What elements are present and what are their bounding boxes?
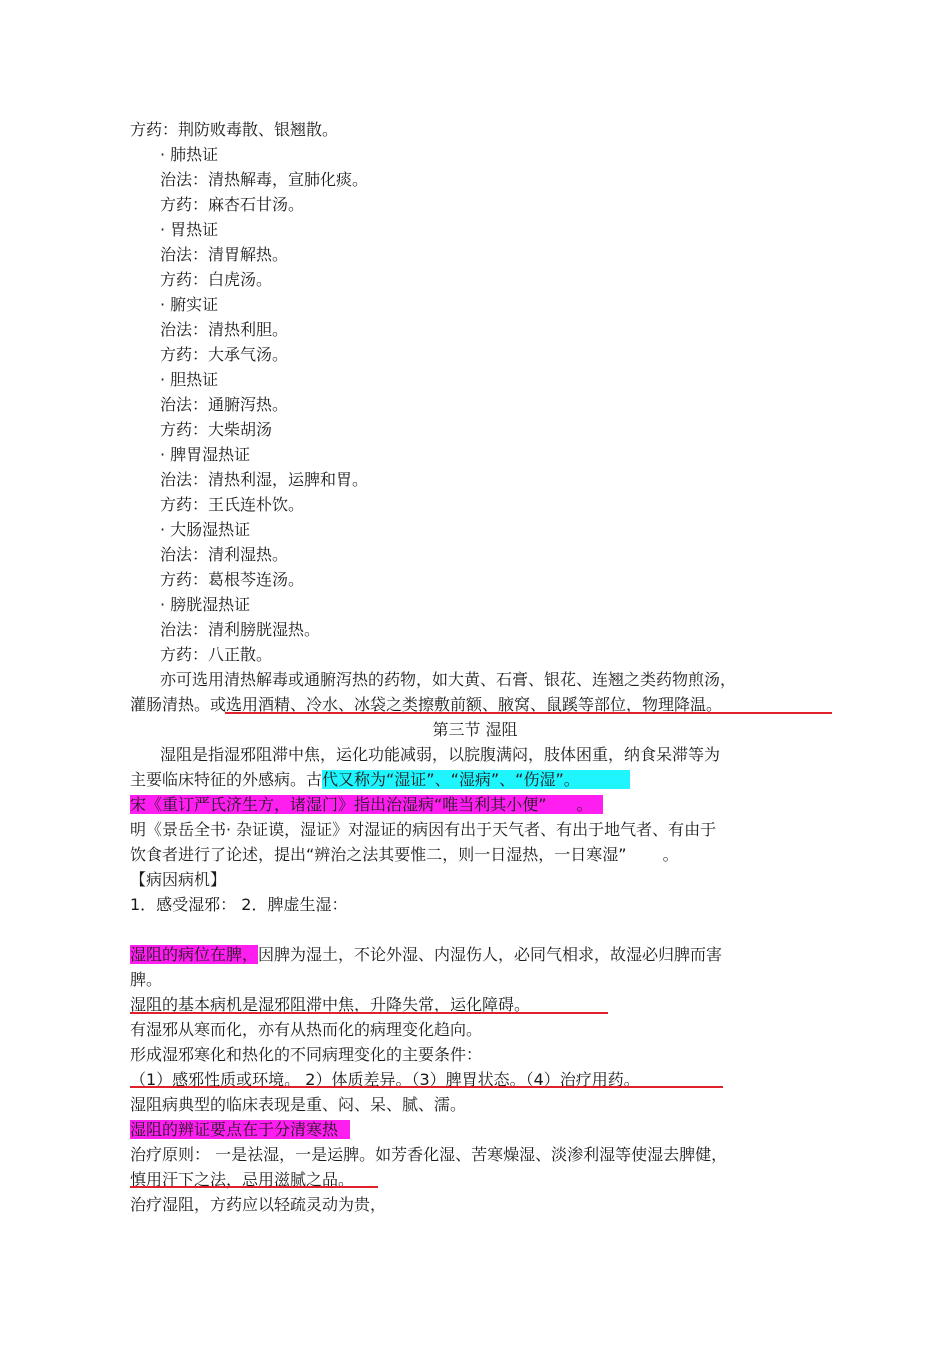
text-line: 方药：大柴胡汤 [160, 420, 273, 439]
text-line: 脾。 [130, 970, 163, 989]
bullet-heading: · 腑实证 [160, 295, 219, 314]
text-line: 方药：八正散。 [160, 645, 273, 664]
text-line: 治法：清利湿热。 [160, 545, 289, 564]
paragraph-line: 明《景岳全书· 杂证谟，湿证》对湿证的病因有出于天气者、有出于地气者、有由于 [130, 820, 717, 839]
paragraph-line: 治疗原则： 一是祛湿，一是运脾。如芳香化湿、苦寒燥湿、淡渗利湿等使湿去脾健， [130, 1145, 728, 1164]
paragraph-line: 慎用汗下之法，忌用滋腻之品。 [130, 1170, 355, 1189]
subsection-heading: 【病因病机】 [130, 870, 227, 889]
paragraph-line: 灌肠清热。或选用酒精、冷水、冰袋之类擦敷前额、腋窝、鼠蹊等部位，物理降温。 [130, 695, 723, 714]
text-line: 治法：清利膀胱湿热。 [160, 620, 321, 639]
bullet-heading: · 肺热证 [160, 145, 219, 164]
text-segment: 因脾为湿土，不论外湿、内湿伤人，必同气相求，故湿必归脾而害 [258, 945, 723, 964]
text-line: 治法：清热利胆。 [160, 320, 289, 339]
text-line: 有湿邪从寒而化，亦有从热而化的病理变化趋向。 [130, 1020, 483, 1039]
text-line: 方药：白虎汤。 [160, 270, 273, 289]
paragraph-line [130, 842, 679, 867]
text-line: 治疗湿阻，方药应以轻疏灵动为贵， [130, 1195, 387, 1214]
paragraph-line [130, 792, 603, 817]
text-line: 方药：大承气汤。 [160, 345, 289, 364]
text-line: 湿阻病典型的临床表现是重、闷、呆、腻、濡。 [130, 1095, 467, 1114]
text-line: 1．感受湿邪： 2．脾虚生湿： [130, 895, 348, 914]
bullet-heading: · 大肠湿热证 [160, 520, 251, 539]
text-line [130, 1117, 350, 1142]
text-line: 治法：清热解毒，宣肺化痰。 [160, 170, 369, 189]
text-line: 方药：王氏连朴饮。 [160, 495, 305, 514]
text-line: 治法：通腑泻热。 [160, 395, 289, 414]
text-line: 治法：清胃解热。 [160, 245, 289, 264]
section-title: 第三节 湿阻 [432, 720, 518, 739]
text-line: （1）感邪性质或环境。 2）体质差异。（3）脾胃状态。（4）治疗用药。 [130, 1070, 640, 1089]
paragraph-line: 湿阻是指湿邪阻滞中焦，运化功能减弱，以脘腹满闷，肢体困重，纳食呆滞等为 [160, 745, 721, 764]
text-line: 方药：葛根芩连汤。 [160, 570, 305, 589]
bullet-heading: · 胆热证 [160, 370, 219, 389]
red-underline [225, 712, 832, 714]
text-line: 治法：清热利湿，运脾和胃。 [160, 470, 369, 489]
text-segment: 饮食者进行了论述，提出“辨治之法其要惟二，则一日湿热，一日寒湿” [130, 845, 627, 864]
magenta-highlight: 湿阻的辨证要点在于分清寒热 [130, 1120, 350, 1139]
text-line: 形成湿邪寒化和热化的不同病理变化的主要条件： [130, 1045, 483, 1064]
period: 。 [576, 795, 593, 814]
red-underline [130, 1186, 378, 1188]
bullet-heading: · 膀胱湿热证 [160, 595, 251, 614]
text-line: 湿阻的基本病机是湿邪阻滞中焦，升降失常，运化障碍。 [130, 995, 531, 1014]
bullet-heading: · 脾胃湿热证 [160, 445, 251, 464]
text-segment: 主要临床特征的外感病。古 [130, 770, 323, 789]
period: 。 [662, 845, 679, 864]
paragraph-line [130, 767, 630, 792]
text-line: 方药：麻杏石甘汤。 [160, 195, 305, 214]
highlight-text: 宋《重订严氏济生方，诸湿门》指出治湿病“唯当利其小便” [130, 795, 547, 814]
text-line: 方药：荆防败毒散、银翘散。 [130, 120, 339, 139]
red-underline [130, 1086, 723, 1088]
magenta-highlight: 湿阻的病位在脾， [130, 945, 259, 964]
paragraph-line [130, 942, 722, 967]
magenta-highlight [130, 795, 603, 814]
red-underline [130, 1012, 608, 1014]
paragraph-line: 亦可选用清热解毒或通腑泻热的药物，如大黄、石膏、银花、连翘之类药物煎汤， [160, 670, 737, 689]
bullet-heading: · 胃热证 [160, 220, 219, 239]
cyan-highlight: 代又称为“湿证”、“湿病”、“伤湿”。 [322, 770, 630, 789]
